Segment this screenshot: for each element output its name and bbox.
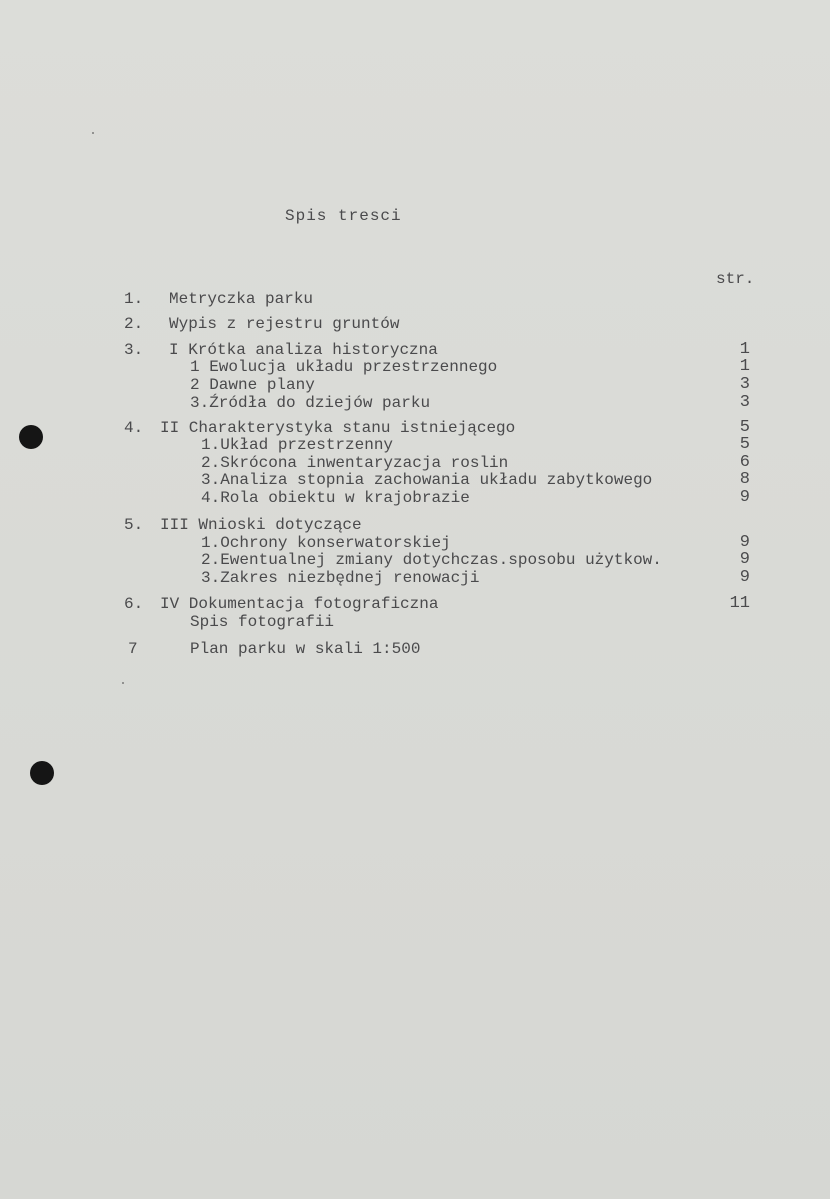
subentry-text: 1.Układ przestrzenny xyxy=(201,436,394,454)
subentry-text: 3.Źródła do dziejów parku xyxy=(190,394,431,412)
entry-text: Metryczka parku xyxy=(169,290,314,308)
entry-text: III Wnioski dotyczące xyxy=(160,516,362,534)
entry-page-number: 9 xyxy=(739,488,750,507)
entry-page-number: 3 xyxy=(739,393,750,412)
entry-number: 3. xyxy=(124,341,144,359)
entry-page-number: 1 xyxy=(739,340,750,359)
subentry-text: 1 Ewolucja układu przestrzennego xyxy=(190,358,498,376)
paper-speck xyxy=(92,132,94,134)
subentry-text: 2.Skrócona inwentaryzacja roslin xyxy=(201,454,509,472)
paper-speck xyxy=(122,682,124,684)
entry-number: 1. xyxy=(124,290,144,308)
entry-text: Plan parku w skali 1:500 xyxy=(190,640,421,658)
subentry-text: 2.Ewentualnej zmiany dotychczas.sposobu użytkow. xyxy=(201,551,662,569)
entry-page-number: 11 xyxy=(729,594,750,613)
entry-text: Wypis z rejestru gruntów xyxy=(169,315,400,333)
punch-hole-top xyxy=(19,425,43,449)
entry-text: II Charakterystyka stanu istniejącego xyxy=(160,419,516,437)
entry-page-number: 9 xyxy=(739,550,750,569)
entry-number: 7 xyxy=(128,640,138,658)
subentry-text: 3.Analiza stopnia zachowania układu zabytkowego xyxy=(201,471,653,489)
entry-number: 2. xyxy=(124,315,144,333)
entry-text: I Krótka analiza historyczna xyxy=(169,341,438,359)
subentry-text: 1.Ochrony konserwatorskiej xyxy=(201,534,451,552)
entry-page-number: 8 xyxy=(739,470,750,489)
entry-page-number: 6 xyxy=(739,453,750,472)
entry-number: 6. xyxy=(124,595,144,613)
entry-page-number: 9 xyxy=(739,533,750,552)
entry-number: 4. xyxy=(124,419,144,437)
entry-page-number: 9 xyxy=(739,568,750,587)
entry-text: IV Dokumentacja fotograficzna xyxy=(160,595,439,613)
subentry-text: Spis fotografii xyxy=(190,613,335,631)
entry-number: 5. xyxy=(124,516,144,534)
subentry-text: 3.Zakres niezbędnej renowacji xyxy=(201,569,480,587)
entry-page-number: 3 xyxy=(739,375,750,394)
punch-hole-bottom xyxy=(30,761,54,785)
entry-page-number: 1 xyxy=(739,357,750,376)
entry-page-number: 5 xyxy=(739,435,750,454)
page-column-header: str. xyxy=(716,270,755,288)
subentry-text: 2 Dawne plany xyxy=(190,376,315,394)
page-title: Spis tresci xyxy=(285,207,402,225)
entry-page-number: 5 xyxy=(739,418,750,437)
subentry-text: 4.Rola obiektu w krajobrazie xyxy=(201,489,470,507)
